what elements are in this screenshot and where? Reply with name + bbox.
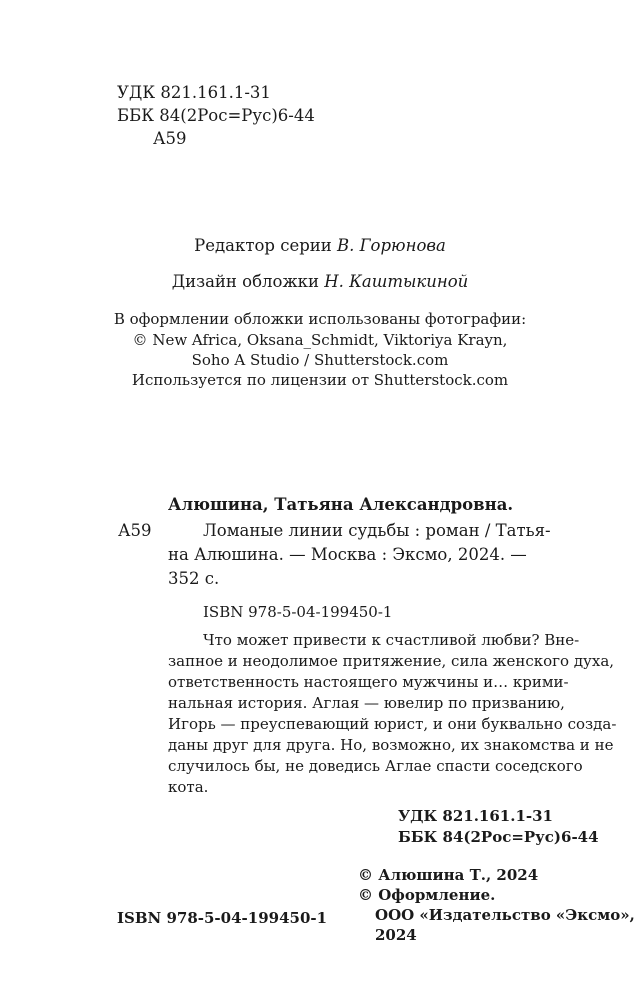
series-editor-name: В. Горюнова — [337, 236, 446, 255]
catalog-udk: УДК 821.161.1-31 — [398, 807, 553, 825]
copyright-line: ООО «Издательство «Эксмо», — [375, 906, 635, 924]
copyright-line: © Алюшина Т., 2024 — [358, 866, 539, 884]
catalog-author: Алюшина, Татьяна Александровна. — [168, 495, 514, 514]
annotation-line: запное и неодолимое притяжение, сила женского духа, — [168, 652, 615, 670]
cover-design-credit — [0, 274, 640, 291]
cover-design-label: Дизайн обложки — [171, 272, 325, 291]
annotation-line: даны друг для друга. Но, возможно, их знакомства и не — [168, 736, 614, 754]
annotation-line: нальная история. Аглая — ювелир по призванию, — [168, 694, 565, 712]
photo-credit-line: В оформлении обложки использованы фотографии: — [113, 310, 527, 328]
annotation-line: ответственность настоящего мужчины и… крими- — [168, 673, 569, 691]
annotation-line: кота. — [168, 778, 209, 796]
photo-credit-line: © New Africa, Oksana_Schmidt, Viktoriya Krayn, — [132, 331, 508, 349]
photo-credit-line: Используется по лицензии от Shutterstock.com — [131, 371, 509, 389]
catalog-title-line: Ломаные линии судьбы : роман / Татья- — [203, 521, 551, 540]
annotation-line: случилось бы, не доведись Аглае спасти соседского — [168, 757, 583, 775]
header-index: А59 — [153, 129, 187, 148]
catalog-title-line: на Алюшина. — Москва : Эксмо, 2024. — — [168, 545, 527, 564]
header-udk: УДК 821.161.1-31 — [117, 83, 271, 102]
series-editor-credit — [0, 238, 640, 255]
copyright-line: 2024 — [375, 926, 417, 944]
catalog-bbk: ББК 84(2Рос=Рус)6-44 — [398, 828, 599, 846]
catalog-index: А59 — [118, 521, 152, 540]
annotation-line: Игорь — преуспевающий юрист, и они буквально созда- — [168, 715, 617, 733]
catalog-isbn: ISBN 978-5-04-199450-1 — [203, 603, 393, 621]
photo-credit-line: Soho A Studio / Shutterstock.com — [191, 351, 449, 369]
catalog-title-line: 352 с. — [168, 569, 220, 588]
footer-isbn: ISBN 978-5-04-199450-1 — [117, 909, 328, 927]
annotation-line: Что может привести к счастливой любви? Вне- — [203, 631, 580, 649]
cover-design-name: Н. Каштыкиной — [324, 272, 469, 291]
series-editor-label: Редактор серии — [194, 236, 338, 255]
copyright-line: © Оформление. — [358, 886, 496, 904]
header-bbk: ББК 84(2Рос=Рус)6-44 — [117, 106, 315, 125]
